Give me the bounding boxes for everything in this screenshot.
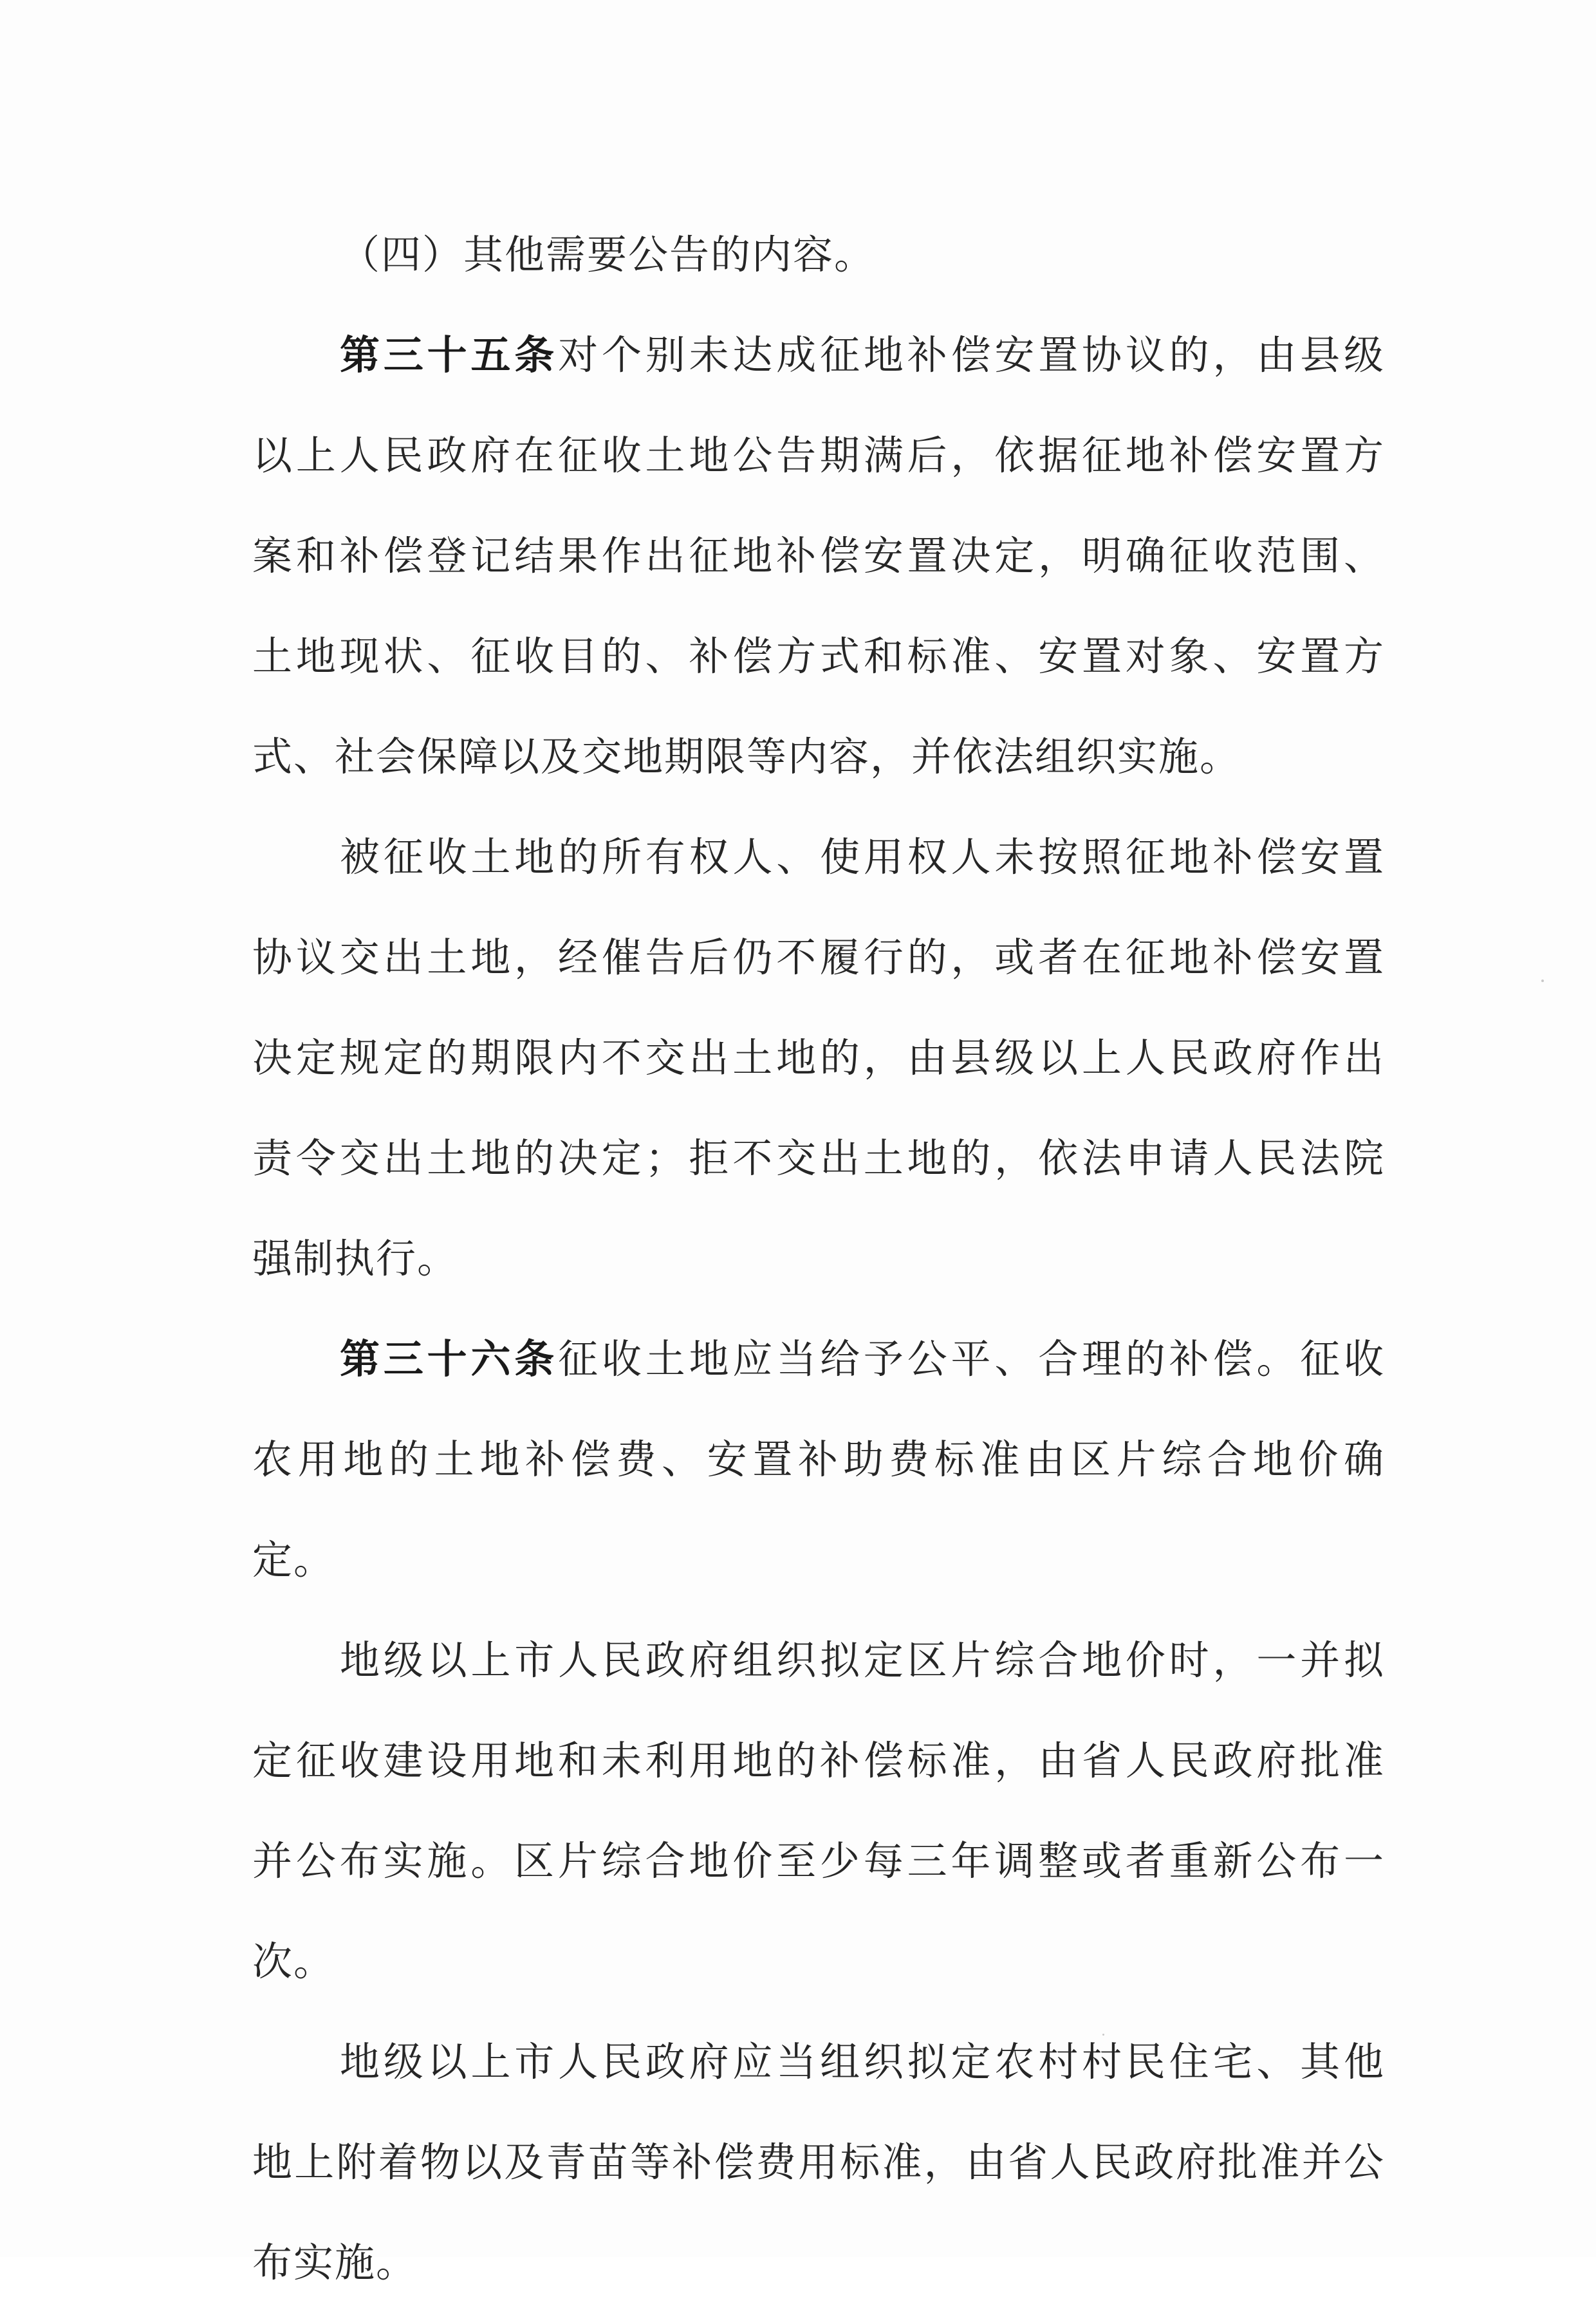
paragraph-line: [252, 2012, 1385, 2112]
line-text: （四）其他需要公告的内容。: [340, 231, 876, 278]
document-body: [252, 205, 1385, 2313]
paragraph-line: [252, 1108, 1385, 1209]
line-text: 土地现状、征收目的、补偿方式和标准、安置对象、安置方: [252, 633, 1385, 680]
paragraph-line: [252, 2112, 1385, 2213]
paragraph-line: [252, 1008, 1385, 1108]
line-text: 农用地的土地补偿费、安置补助费标准由区片综合地价确: [252, 1436, 1385, 1483]
paragraph-line: [252, 1811, 1385, 1911]
line-text: 定征收建设用地和未利用地的补偿标准，由省人民政府批准: [252, 1737, 1385, 1784]
line-text: 地级以上市人民政府应当组织拟定农村村民住宅、其他: [340, 2038, 1385, 2085]
scan-speck: [1541, 980, 1544, 982]
paragraph-line: [252, 405, 1385, 506]
paragraph-line: [252, 1711, 1385, 1811]
paragraph-line: [252, 1209, 1385, 1309]
paragraph-line: [252, 1409, 1385, 1510]
line-text: 式、社会保障以及交地期限等内容，并依法组织实施。: [252, 733, 1241, 780]
paragraph-line: [252, 907, 1385, 1008]
line-text: 并公布实施。区片综合地价至少每三年调整或者重新公布一: [252, 1837, 1385, 1884]
paragraph-line: [252, 606, 1385, 707]
line-text: 次。: [252, 1938, 335, 1985]
line-text: 以上人民政府在征收土地公告期满后，依据征地补偿安置方: [252, 432, 1385, 479]
line-text: 案和补偿登记结果作出征地补偿安置决定，明确征收范围、: [252, 532, 1385, 579]
line-text: 对个别未达成征地补偿安置协议的，由县级: [558, 331, 1385, 378]
paragraph-line: [252, 2213, 1385, 2313]
line-text: 协议交出土地，经催告后仍不履行的，或者在征地补偿安置: [252, 934, 1385, 981]
line-text: 被征收土地的所有权人、使用权人未按照征地补偿安置: [340, 833, 1385, 880]
line-text: 责令交出土地的决定；拒不交出土地的，依法申请人民法院: [252, 1135, 1385, 1182]
line-text: 地上附着物以及青苗等补偿费用标准，由省人民政府批准并公: [252, 2139, 1385, 2186]
article-35-heading-line: [252, 305, 1385, 405]
article-number: 第三十六条: [340, 1335, 559, 1382]
line-text: 定。: [252, 1536, 335, 1583]
line-text: 布实施。: [252, 2239, 418, 2286]
paragraph-line: [252, 205, 1385, 305]
line-text: 强制执行。: [252, 1235, 459, 1282]
paragraph-line: [252, 807, 1385, 907]
paragraph-line: [252, 1610, 1385, 1711]
line-text: 决定规定的期限内不交出土地的，由县级以上人民政府作出: [252, 1034, 1385, 1081]
paragraph-line: [252, 707, 1385, 807]
line-text: 征收土地应当给予公平、合理的补偿。征收: [558, 1335, 1385, 1382]
paragraph-line: [252, 506, 1385, 606]
scan-speck: [1102, 2034, 1104, 2036]
line-text: 地级以上市人民政府组织拟定区片综合地价时，一并拟: [340, 1637, 1385, 1684]
paragraph-line: [252, 1510, 1385, 1610]
article-number: 第三十五条: [340, 331, 559, 378]
article-36-heading-line: [252, 1309, 1385, 1409]
paragraph-line: [252, 1911, 1385, 2012]
